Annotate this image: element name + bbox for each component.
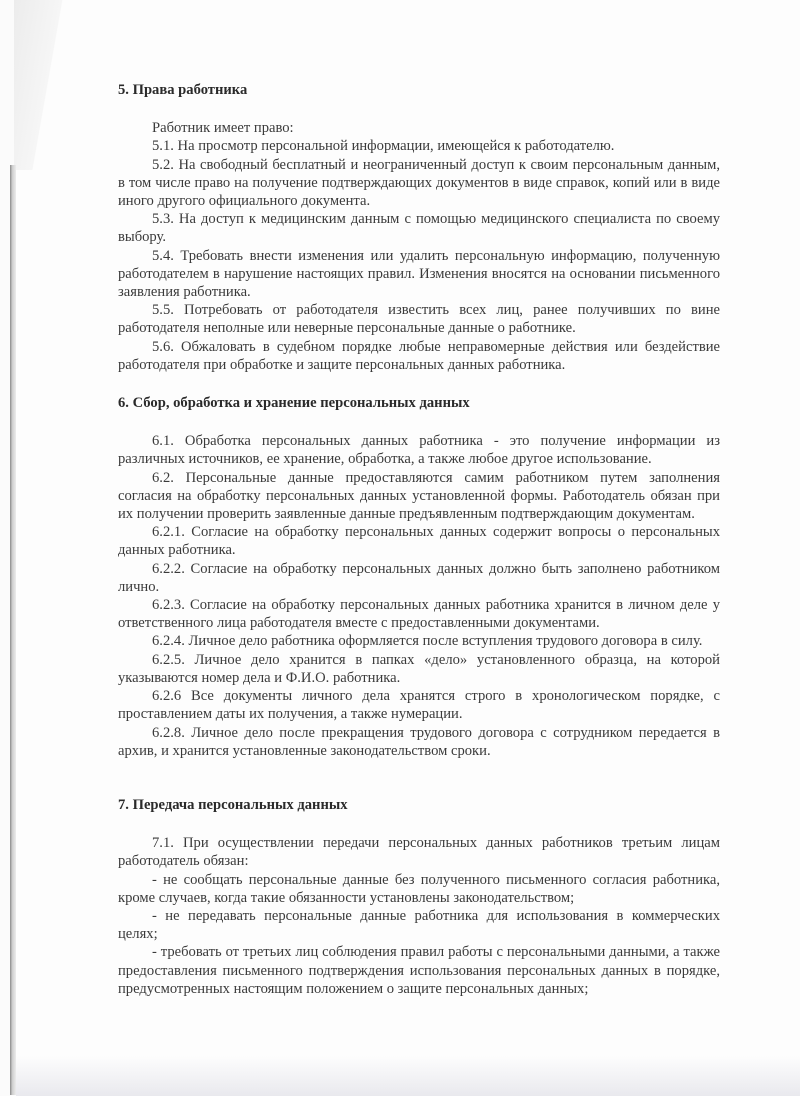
paragraph: 5.2. На свободный бесплатный и неограниченный доступ к своим персональным данным, в том числе право на получение подтверждающих документов в виде справок, копий или в виде иного другого официального документа.: [118, 156, 720, 210]
paragraph: 6.2.5. Личное дело хранится в папках «дело» установленного образца, на которой указываются номер дела и Ф.И.О. работника.: [118, 651, 720, 686]
paragraph: 5.1. На просмотр персональной информации, имеющейся к работодателю.: [152, 138, 615, 155]
page-fold: [14, 0, 64, 170]
paragraph: 5.4. Требовать внести изменения или удалить персональную информацию, полученную работодателем в нарушение настоящих правил. Изменения вносятся на основании письменного заявления работника.: [118, 247, 720, 301]
paragraph: 6.2.6 Все документы личного дела хранятся строго в хронологическом порядке, с проставлением даты их получения, а также нумерации.: [118, 688, 720, 723]
paragraph: - требовать от третьих лиц соблюдения правил работы с персональными данными, а также предоставления письменного подтверждения использования персональных данных в порядке, предусмотренных настоящим положением о защите персональных данных;: [118, 944, 720, 997]
section-5: [118, 81, 720, 374]
paragraph: 5.6. Обжаловать в судебном порядке любые неправомерные действия или бездействие работодателя при обработке и защите персональных данных работника.: [118, 338, 720, 373]
paragraph: Работник имеет право:: [152, 120, 294, 137]
document-body: [118, 81, 720, 998]
page-edge: [10, 165, 16, 1095]
paragraph: 6.2.1. Согласие на обработку персональных данных содержит вопросы о персональных данных работника.: [118, 524, 720, 559]
paragraph: 6.2.3. Согласие на обработку персональных данных работника хранится в личном деле у ответственного лица работодателя вместе с предоставленными документами.: [118, 597, 720, 632]
paragraph: - не сообщать персональные данные без полученного письменного согласия работника, кроме случаев, когда такие обязанности установлены законодательством;: [118, 871, 720, 906]
paragraph: 6.2. Персональные данные предоставляются самим работником путем заполнения согласия на обработку персональных данных установленной формы. Работодатель обязан при их получении проверить заявленные данные предъявленным подтверждающим документам.: [118, 469, 720, 523]
section-heading: 6. Сбор, обработка и хранение персональных данных: [118, 395, 470, 412]
paragraph: - не передавать персональные данные работника для использования в коммерческих целях;: [118, 907, 720, 943]
section-6: [118, 394, 720, 760]
paragraph: 6.2.8. Личное дело после прекращения трудового договора с сотрудником передается в архив, и хранится установленные законодательством сроки.: [118, 724, 720, 759]
section-7: [118, 796, 720, 998]
paragraph: 6.2.4. Личное дело работника оформляется после вступления трудового договора в силу.: [152, 633, 703, 650]
page-bottom-shade: [16, 1056, 800, 1096]
section-heading: 7. Передача персональных данных: [118, 796, 348, 813]
paragraph: 6.2.2. Согласие на обработку персональных данных должно быть заполнено работником лично.: [118, 560, 720, 595]
section-heading: 5. Права работника: [118, 82, 248, 98]
paragraph: 5.5. Потребовать от работодателя известить всех лиц, ранее получивших по вине работодателя неполные или неверные персональные данные о работнике.: [118, 302, 720, 337]
paragraph: 6.1. Обработка персональных данных работника - это получение информации из различных источников, ее хранение, обработка, а также любое другое использование.: [118, 433, 720, 468]
paragraph: 5.3. На доступ к медицинским данным с помощью медицинского специалиста по своему выбору.: [118, 211, 720, 246]
paragraph: 7.1. При осуществлении передачи персональных данных работников третьим лицам работодатель обязан:: [118, 835, 720, 870]
